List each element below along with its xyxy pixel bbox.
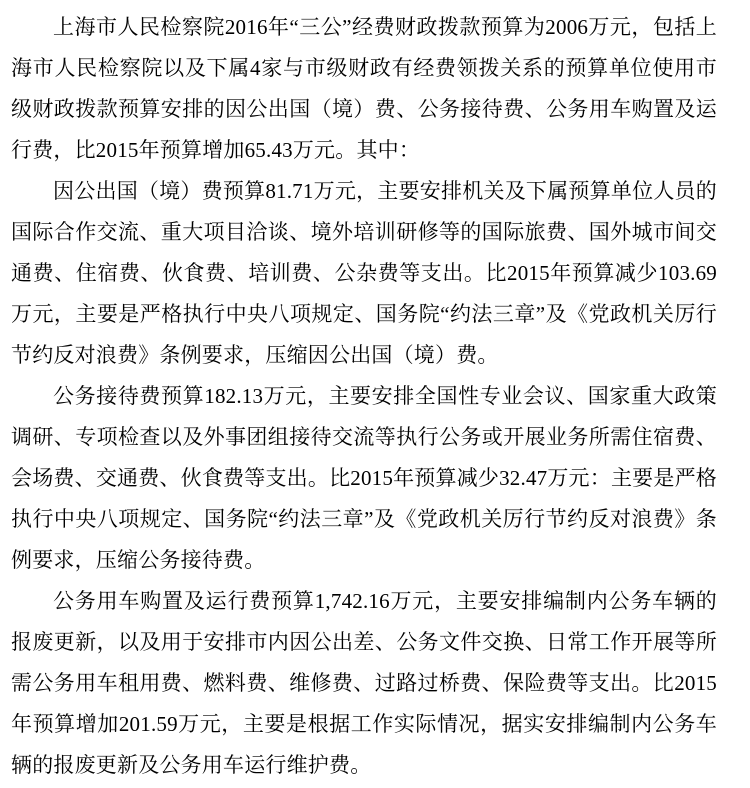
- paragraph-total-budget-summary: 上海市人民检察院2016年“三公”经费财政拨款预算为2006万元，包括上海市人民检察院以及下属4家与市级财政有经费领拨关系的预算单位使用市级财政拨款预算安排的因公出国（境）费、公务接待费、公务用车购置及运行费，比2015年预算增加65.43万元。其中：: [11, 15, 717, 162]
- paragraph-official-reception-expense: 公务接待费预算182.13万元，主要安排全国性专业会议、国家重大政策调研、专项检查以及外事团组接待交流等执行公务或开展业务所需住宿费、会场费、交通费、伙食费等支出。比2015年预算减少32.47万元：主要是严格执行中央八项规定、国务院“约法三章”及《党政机关厉行节约反对浪费》条例要求，压缩公务接待费。: [11, 384, 717, 572]
- paragraph-overseas-travel-expense: 因公出国（境）费预算81.71万元，主要安排机关及下属预算单位人员的国际合作交流、重大项目洽谈、境外培训研修等的国际旅费、国外城市间交通费、住宿费、伙食费、培训费、公杂费等支出。比2015年预算减少103.69万元，主要是严格执行中央八项规定、国务院“约法三章”及《党政机关厉行节约反对浪费》条例要求，压缩因公出国（境）费。: [11, 179, 717, 367]
- paragraph-official-vehicle-expense: 公务用车购置及运行费预算1,742.16万元，主要安排编制内公务车辆的报废更新，以及用于安排市内因公出差、公务文件交换、日常工作开展等所需公务用车租用费、燃料费、维修费、过路过桥费、保险费等支出。比2015年预算增加201.59万元，主要是根据工作实际情况，据实安排编制内公务车辆的报废更新及公务用车运行维护费。: [11, 589, 717, 777]
